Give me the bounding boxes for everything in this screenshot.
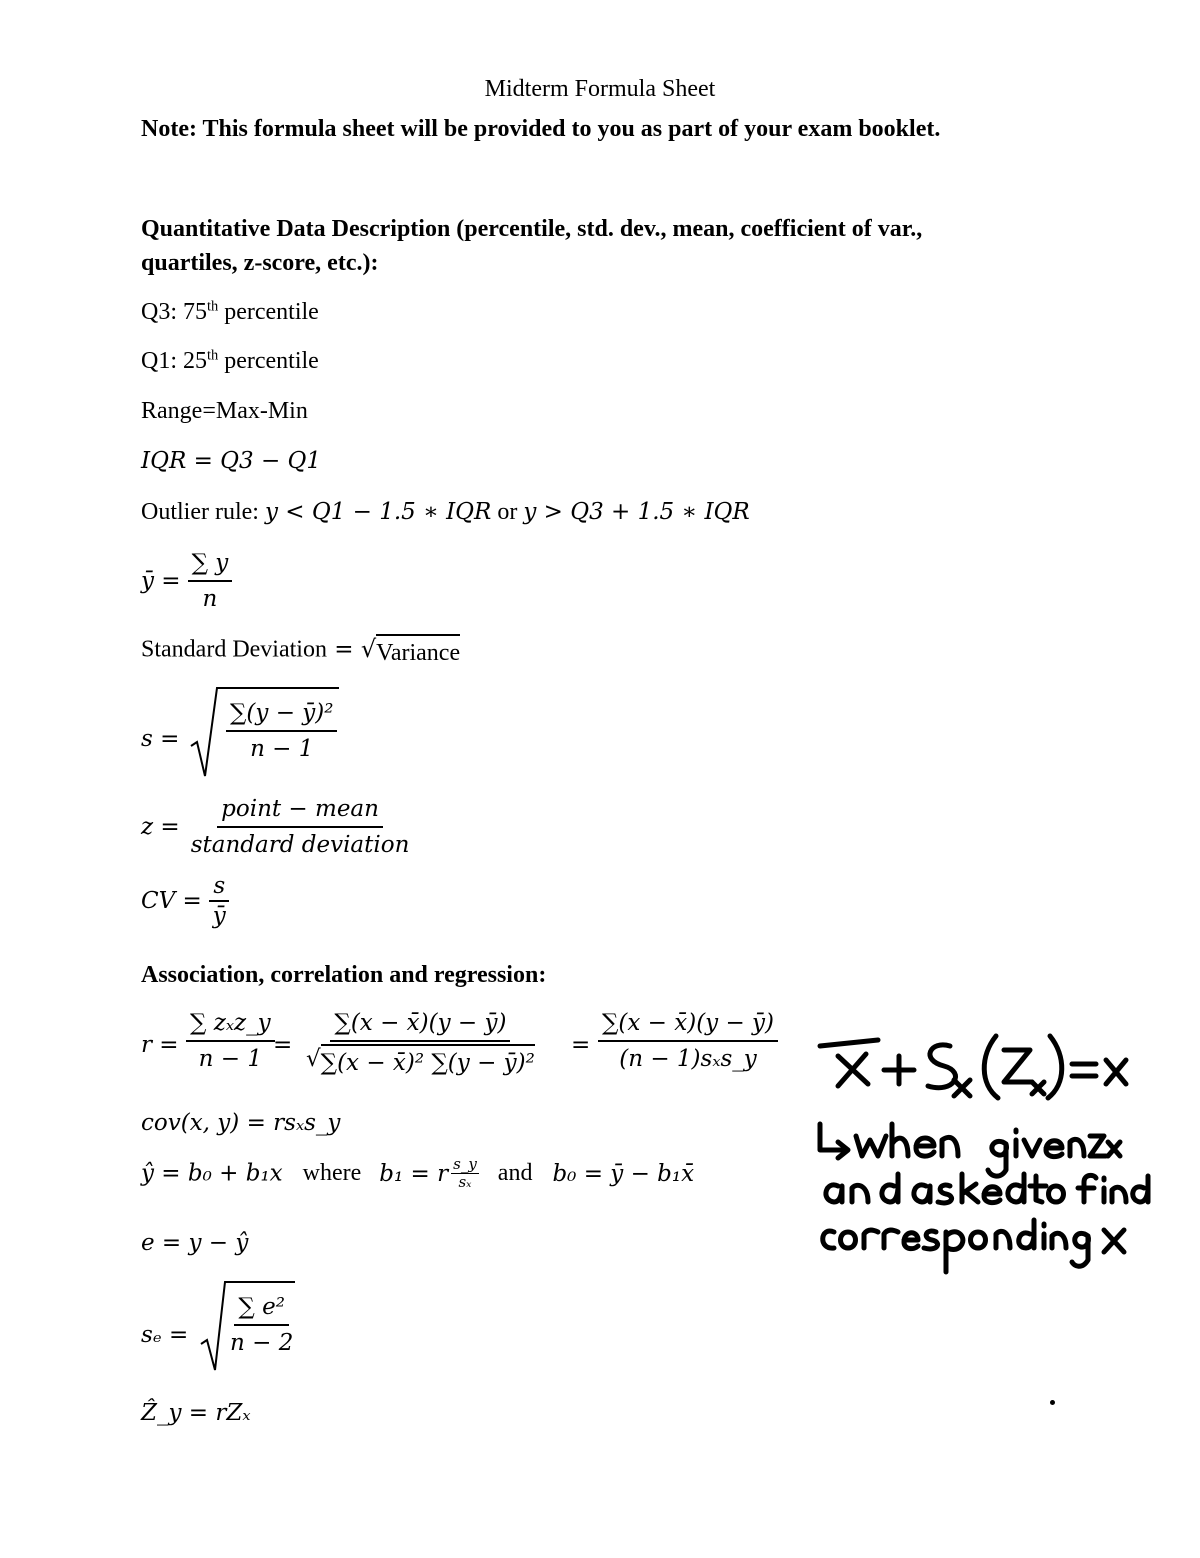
b1-numerator: s_y xyxy=(453,1155,477,1173)
zy-prediction-formula: Ẑ_y = rZₓ xyxy=(141,1400,251,1426)
radical-sign: √ xyxy=(306,1046,321,1072)
sd-radicand: Variance xyxy=(376,634,460,668)
r-z-denominator: n − 1 xyxy=(198,1046,262,1072)
s-lhs: s = xyxy=(141,726,180,752)
r-z-numerator: ∑ zₓz_y xyxy=(186,1008,275,1042)
s-denominator: n − 1 xyxy=(250,736,314,762)
cv-lhs: CV = xyxy=(141,888,202,914)
sd-equals: = xyxy=(326,636,361,663)
covariance-formula: cov(x, y) = rsₓs_y xyxy=(141,1110,341,1136)
mean-denominator: n xyxy=(202,586,218,612)
z-denominator: standard deviation xyxy=(190,832,410,858)
outlier-or: or xyxy=(491,499,524,525)
z-lhs: z = xyxy=(141,814,180,840)
z-numerator: point − mean xyxy=(217,794,383,828)
mean-numerator: ∑ y xyxy=(188,548,233,582)
q3-ordinal: th xyxy=(207,298,219,315)
stray-dot xyxy=(1050,1400,1055,1405)
q1-ordinal: th xyxy=(207,347,219,364)
r-sd-numerator: ∑(x − x̄)(y − ȳ) xyxy=(598,1008,778,1042)
b0-equation: b₀ = ȳ − b₁x̄ xyxy=(552,1160,695,1187)
s-numerator: ∑(y − ȳ)² xyxy=(226,698,337,732)
outlier-upper: y > Q3 + 1.5 ∗ IQR xyxy=(523,499,750,525)
r-equals-2: = xyxy=(571,1032,591,1058)
sd-label: Standard Deviation xyxy=(141,636,327,663)
and-word: and xyxy=(497,1160,533,1186)
page-title: Midterm Formula Sheet xyxy=(484,76,716,102)
exam-note: Note: This formula sheet will be provided to you as part of your exam booklet. xyxy=(141,116,941,142)
cv-numerator: s xyxy=(209,874,229,902)
cv-denominator: ȳ xyxy=(212,903,226,929)
residual-formula: e = y − ŷ xyxy=(141,1230,249,1256)
se-numerator: ∑ e² xyxy=(234,1292,289,1326)
q3-label: Q3: 75 xyxy=(141,299,207,325)
se-denominator: n − 2 xyxy=(230,1330,294,1356)
r-sd-denominator: (n − 1)sₓs_y xyxy=(619,1046,757,1072)
mean-lhs: ȳ = xyxy=(141,568,181,594)
radical-sign: √ xyxy=(360,635,377,663)
range-formula: Range=Max-Min xyxy=(141,398,308,424)
b1-lhs: b₁ = r xyxy=(379,1160,449,1187)
section-heading-line2: quartiles, z-score, etc.): xyxy=(141,250,379,276)
section-heading-line1: Quantitative Data Description (percentile, std. dev., mean, coefficient of var., xyxy=(141,216,923,242)
r-dev-radicand: ∑(x − x̄)² ∑(y − ȳ)² xyxy=(321,1044,535,1078)
q1-percentile: percentile xyxy=(218,348,319,374)
yhat-equation: ŷ = b₀ + b₁x xyxy=(141,1160,283,1187)
outlier-label: Outlier rule: xyxy=(141,499,265,525)
r-equals-1: = xyxy=(273,1032,293,1058)
section-heading-association: Association, correlation and regression: xyxy=(141,962,547,988)
q3-percentile: percentile xyxy=(218,299,319,325)
q1-label: Q1: 25 xyxy=(141,348,207,374)
where-word: where xyxy=(302,1160,362,1186)
outlier-lower: y < Q1 − 1.5 ∗ IQR xyxy=(264,499,492,525)
iqr-formula: IQR = Q3 − Q1 xyxy=(141,448,322,474)
se-lhs: sₑ = xyxy=(141,1322,189,1348)
r-dev-numerator: ∑(x − x̄)(y − ȳ) xyxy=(330,1008,510,1042)
r-lhs: r = xyxy=(141,1032,179,1058)
b1-denominator: sₓ xyxy=(458,1173,472,1191)
